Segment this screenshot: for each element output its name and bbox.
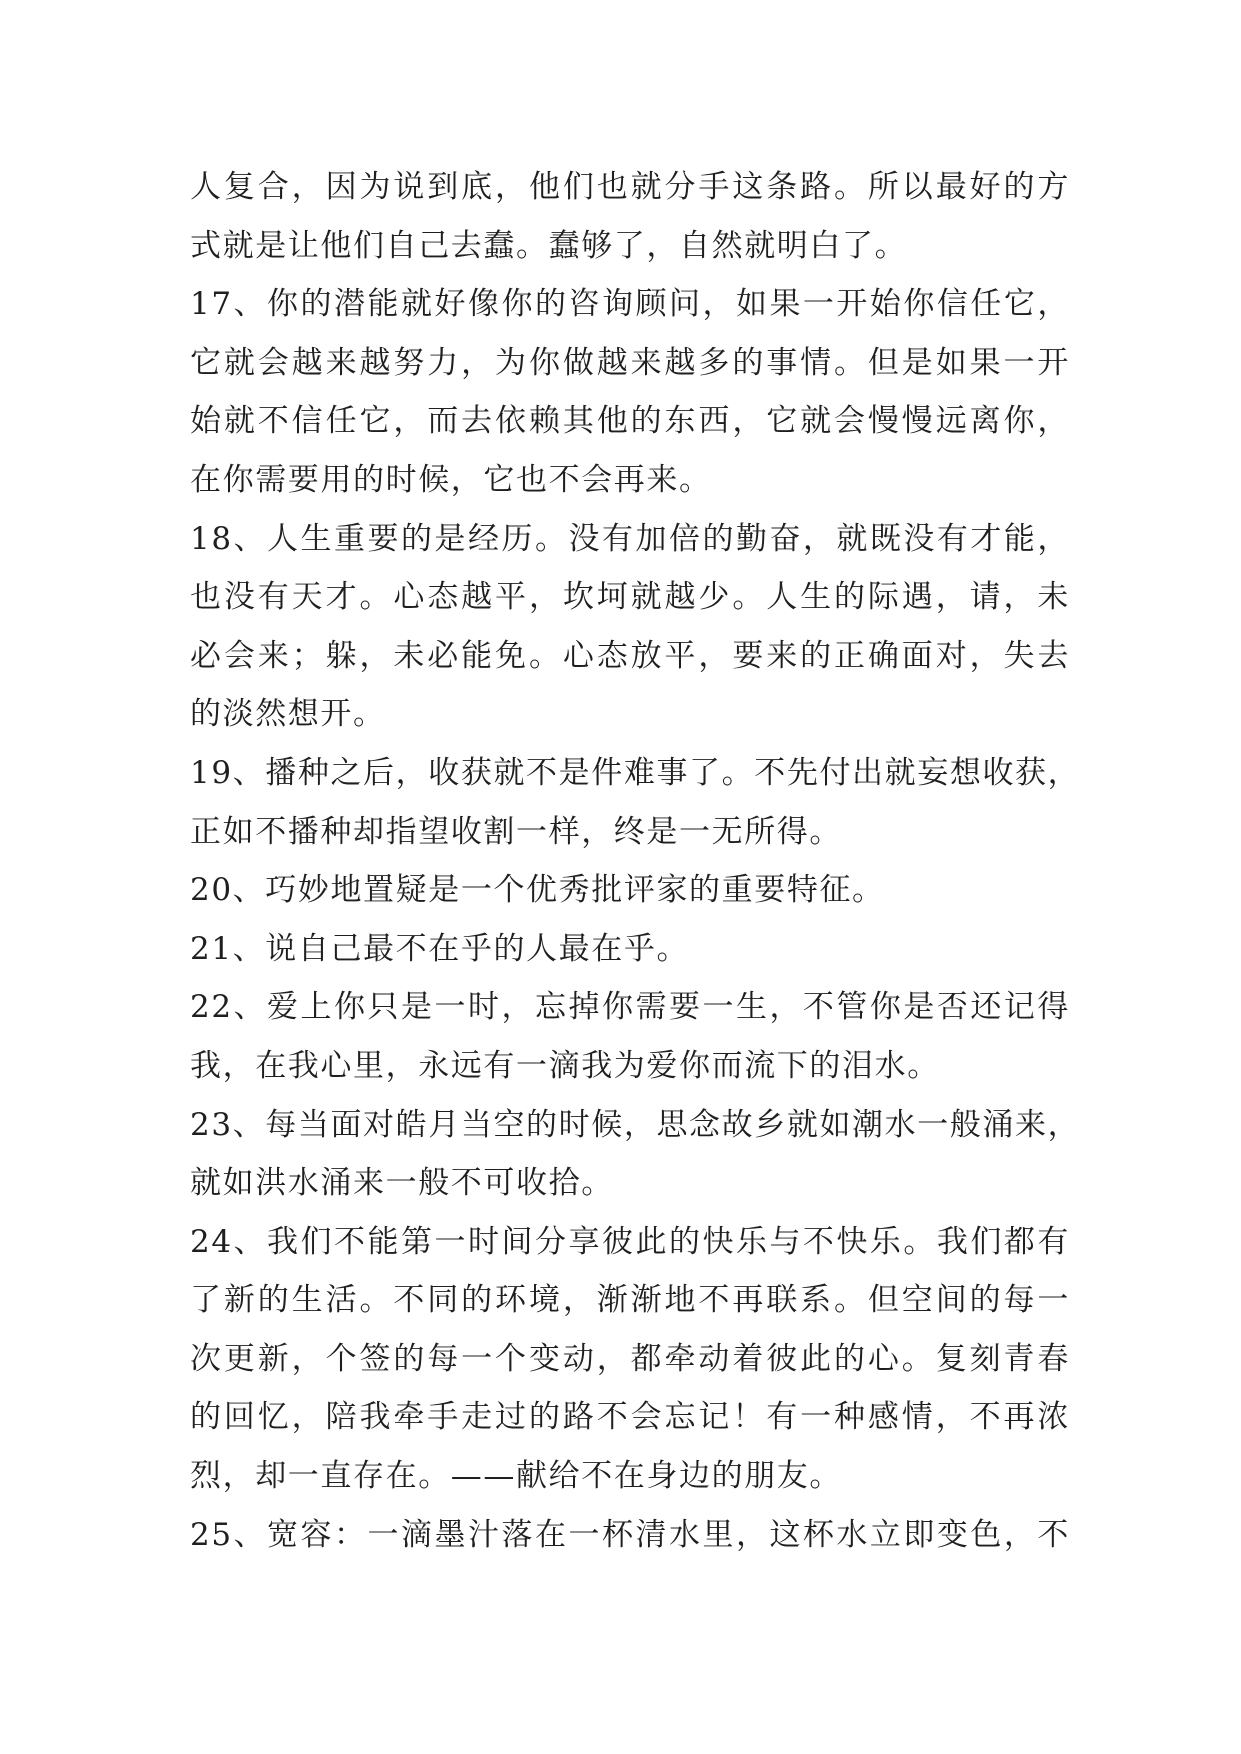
text-line: 23、每当面对皓月当空的时候，思念故乡就如潮水一般涌来， [190,1106,1081,1143]
text-line: 次更新，个签的每一个变动，都牵动着彼此的心。复刻青春 [190,1340,1070,1377]
text-line: 的回忆，陪我牵手走过的路不会忘记！有一种感情，不再浓 [190,1399,1070,1436]
text-line: 20、巧妙地置疑是一个优秀批评家的重要特征。 [190,872,885,909]
text-line: 也没有天才。心态越平，坎坷就越少。人生的际遇，请，未 [190,579,1070,616]
text-line: 在你需要用的时候，它也不会再来。 [190,461,712,498]
text-line: 正如不播种却指望收割一样，终是一无所得。 [190,813,842,850]
text-line: 了新的生活。不同的环境，渐渐地不再联系。但空间的每一 [190,1282,1070,1319]
text-line: 25、宽容：一滴墨汁落在一杯清水里，这杯水立即变色，不 [190,1516,1070,1553]
text-line: 18、人生重要的是经历。没有加倍的勤奋，就既没有才能， [190,520,1070,557]
text-line: 它就会越来越努力，为你做越来越多的事情。但是如果一开 [190,344,1070,381]
text-line: 式就是让他们自己去蠢。蠢够了，自然就明白了。 [190,227,908,264]
text-line: 19、播种之后，收获就不是件难事了。不先付出就妄想收获， [190,754,1081,791]
text-line: 22、爱上你只是一时，忘掉你需要一生，不管你是否还记得 [190,989,1070,1026]
document-body [190,158,1081,1564]
text-line: 17、你的潜能就好像你的咨询顾问，如果一开始你信任它， [190,286,1070,323]
text-line: 的淡然想开。 [190,696,386,733]
text-line: 21、说自己最不在乎的人最在乎。 [190,930,690,967]
text-line: 我，在我心里，永远有一滴我为爱你而流下的泪水。 [190,1047,940,1084]
text-line: 必会来；躲，未必能免。心态放平，要来的正确面对，失去 [190,637,1070,674]
text-line: 始就不信任它，而去依赖其他的东西，它就会慢慢远离你， [190,403,1070,440]
text-line: 24、我们不能第一时间分享彼此的快乐与不快乐。我们都有 [190,1223,1070,1260]
text-line: 烈，却一直存在。——献给不在身边的朋友。 [190,1458,842,1495]
text-line: 人复合，因为说到底，他们也就分手这条路。所以最好的方 [190,169,1070,205]
text-line: 就如洪水涌来一般不可收拾。 [190,1165,614,1202]
